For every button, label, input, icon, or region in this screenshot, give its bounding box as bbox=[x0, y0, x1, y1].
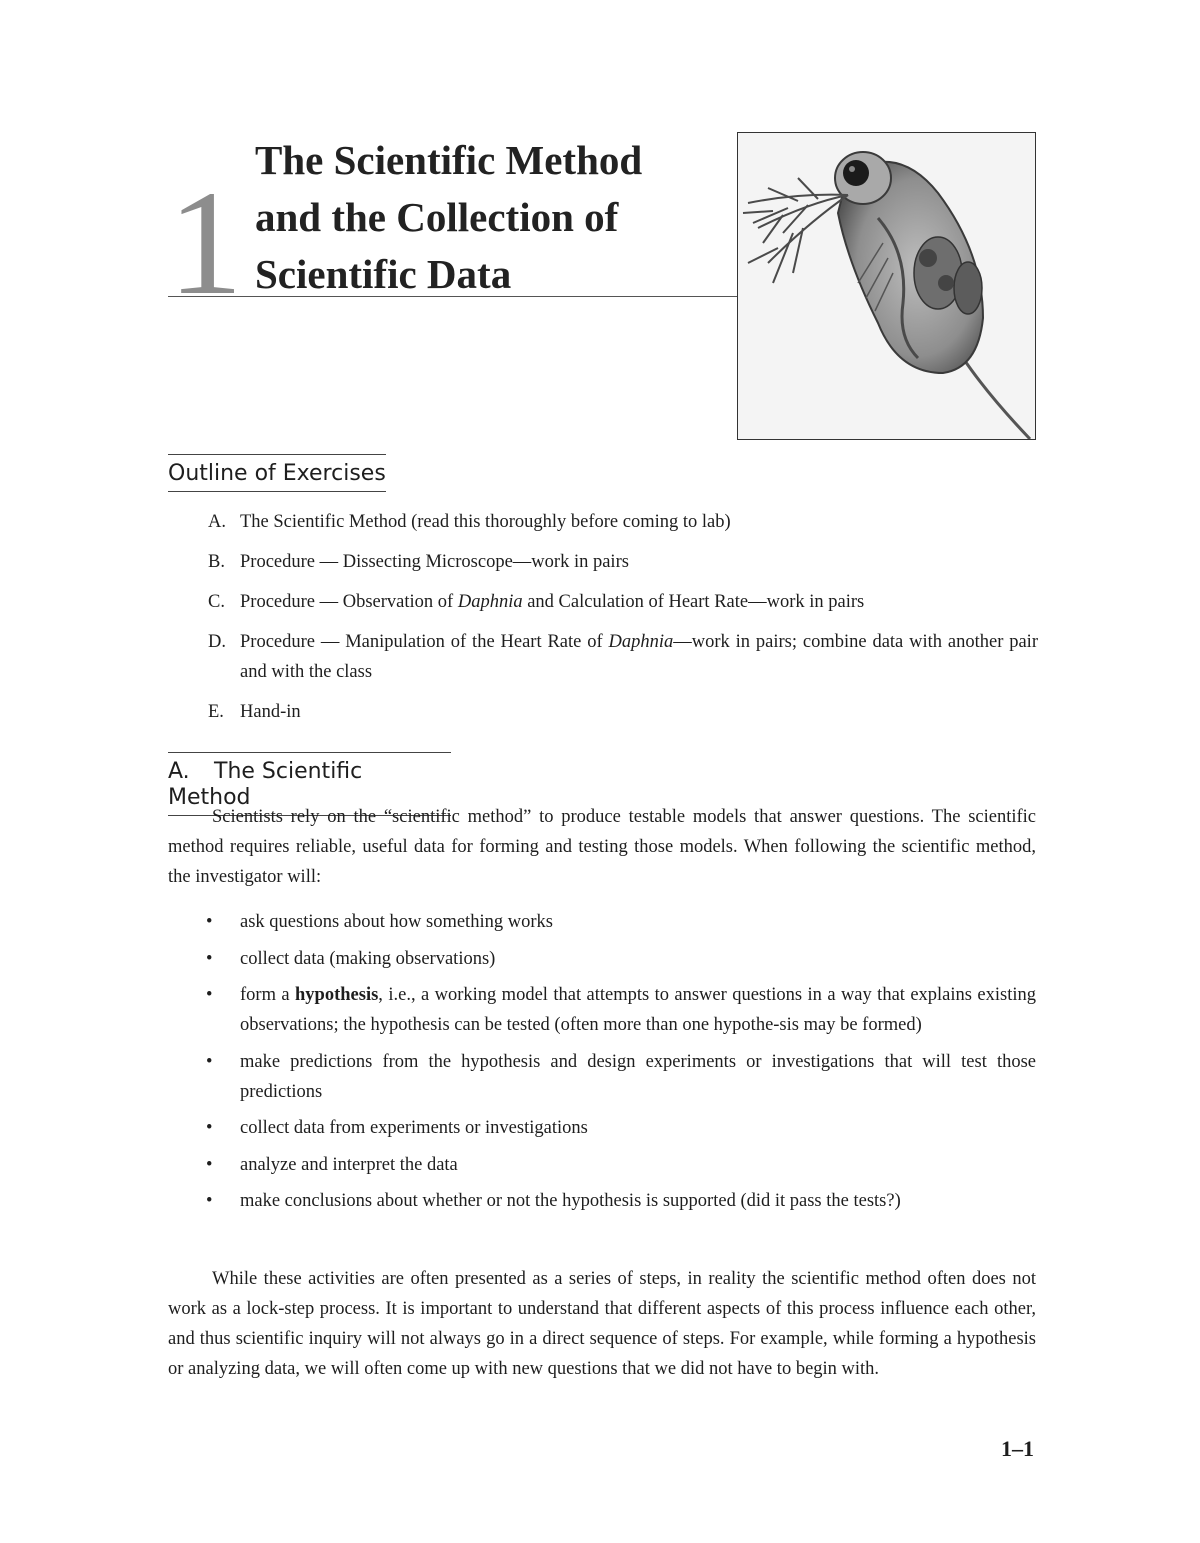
outline-item-text: Procedure — Dissecting Microscope—work in pairs bbox=[240, 552, 629, 572]
outline-item bbox=[208, 507, 1038, 537]
list-item bbox=[206, 1047, 1036, 1107]
bullet-icon: • bbox=[206, 1154, 213, 1175]
list-item-text: collect data from experiments or investigations bbox=[240, 1118, 588, 1138]
chapter-title-line: Scientific Data bbox=[255, 251, 512, 297]
daphnia-term: Daphnia bbox=[457, 592, 523, 612]
daphnia-term: Daphnia bbox=[608, 632, 674, 652]
outline-list bbox=[208, 507, 1038, 737]
outline-item-letter: B. bbox=[208, 552, 225, 572]
list-item-text bbox=[240, 980, 1036, 1040]
section-a-label: A. bbox=[168, 759, 190, 784]
list-item bbox=[206, 1186, 1036, 1216]
outline-item-letter: D. bbox=[208, 632, 226, 652]
chapter-title bbox=[255, 132, 735, 303]
list-text-part: form a bbox=[240, 985, 296, 1005]
hypothesis-term: hypothesis bbox=[295, 985, 379, 1005]
list-item bbox=[206, 944, 1036, 974]
outline-item-text: The Scientific Method (read this thoroughly before coming to lab) bbox=[240, 512, 731, 532]
daphnia-icon bbox=[738, 133, 1035, 439]
outline-item-text bbox=[240, 627, 1038, 687]
bullet-icon: • bbox=[206, 1051, 213, 1072]
outline-text-part: Procedure — Observation of bbox=[240, 592, 458, 612]
bullet-icon: • bbox=[206, 912, 213, 932]
list-item bbox=[206, 1150, 1036, 1180]
outline-item-letter: E. bbox=[208, 702, 224, 722]
intro-paragraph: Scientists rely on the “scientific method” to produce testable models that answer questions. The scientific method requires reliable, useful data for forming and testing those models. When following the scientific method, the investigator will: bbox=[168, 807, 1036, 887]
list-item-text: analyze and interpret the data bbox=[240, 1154, 458, 1175]
outline-item-letter: C. bbox=[208, 592, 225, 612]
list-item-text: collect data (making observations) bbox=[240, 948, 496, 969]
section-a-title: The Scientific Method bbox=[168, 759, 363, 810]
chapter-title-line: The Scientific Method bbox=[255, 137, 643, 183]
chapter-title-line: and the Collection of bbox=[255, 194, 619, 240]
title-divider bbox=[168, 296, 738, 297]
outline-item-text: Hand-in bbox=[240, 702, 301, 722]
outline-item bbox=[208, 697, 1038, 727]
page-number: 1–1 bbox=[1001, 1436, 1034, 1461]
outline-item bbox=[208, 627, 1038, 687]
method-steps-list bbox=[206, 907, 1036, 1223]
daphnia-figure bbox=[737, 132, 1036, 440]
bullet-icon: • bbox=[206, 948, 213, 969]
list-item-text: make conclusions about whether or not the hypothesis is supported (did it pass the tests?) bbox=[240, 1191, 901, 1211]
list-item bbox=[206, 980, 1036, 1040]
outline-heading: Outline of Exercises bbox=[168, 454, 386, 492]
list-item-text: make predictions from the hypothesis and design experiments or investigations that will test those predictions bbox=[240, 1051, 1036, 1102]
outline-item bbox=[208, 587, 1038, 617]
closing-paragraph: While these activities are often presented as a series of steps, in reality the scientific method often does not work as a lock-step process. It is important to understand that different aspects of this process influence each other, and thus scientific inquiry will not always go in a direct sequence of steps. For example, while forming a hypothesis or analyzing data, we will often come up with new questions that we did not have to begin with. bbox=[168, 1269, 1036, 1379]
list-item bbox=[206, 907, 1036, 937]
bullet-icon: • bbox=[206, 1191, 213, 1211]
bullet-icon: • bbox=[206, 985, 213, 1005]
outline-item-letter: A. bbox=[208, 512, 226, 532]
outline-item bbox=[208, 547, 1038, 577]
outline-text-part: and Calculation of Heart Rate—work in pairs bbox=[522, 592, 865, 612]
list-item bbox=[206, 1113, 1036, 1143]
bullet-icon: • bbox=[206, 1118, 213, 1138]
list-item-text: ask questions about how something works bbox=[240, 912, 553, 932]
chapter-number: 1 bbox=[168, 160, 243, 326]
outline-item-text bbox=[240, 587, 1038, 617]
outline-text-part: —work in pairs; combine data with another pair and with the class bbox=[240, 632, 1038, 682]
outline-text-part: Procedure — Manipulation of the Heart Rate of bbox=[240, 632, 609, 652]
list-text-part: , i.e., a working model that attempts to answer questions in a way that explains existing observations; the hypothesis can be tested (often more than one hypothe-sis may be formed) bbox=[240, 985, 1036, 1035]
